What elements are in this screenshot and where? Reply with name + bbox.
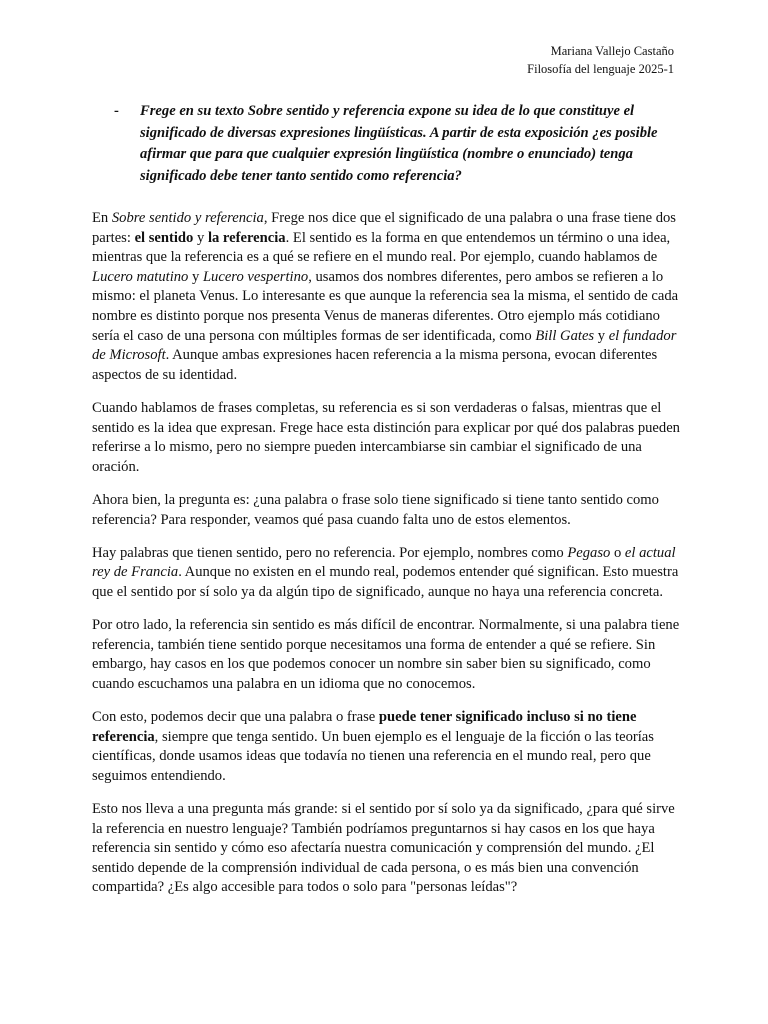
italic-text: Sobre sentido y referencia	[111, 210, 264, 226]
essay-body	[92, 209, 686, 912]
italic-text: Lucero vespertino	[202, 268, 309, 285]
paragraph-text: . El sentido es la forma en que entendemos un término o una idea, mientras que la referencia es a qué se refiere en el mundo real. Por ejemplo, cuando hablamos de	[92, 229, 671, 266]
paragraph-text: . Aunque ambas expresiones hacen referencia a la misma persona, evocan diferentes aspectos de su identidad.	[92, 347, 658, 383]
paragraph-text: Por otro lado, la referencia sin sentido es más difícil de encontrar. Normalmente, si una palabra tiene referencia, también tiene sentido porque necesitamos una forma de entender a qué se refiere. Sin embargo, hay casos en los que podemos conocer un nombre sin saber bien su significado, como cuando escuchamos una palabra en un idioma que no conocemos.	[92, 617, 680, 692]
paragraph-4	[92, 544, 686, 603]
bold-text: la referencia	[207, 229, 286, 246]
paragraph-text: y	[188, 268, 203, 285]
italic-text: el fundador de Microsoft	[92, 327, 677, 364]
bold-text: puede tener significado incluso si no tiene referencia	[92, 709, 637, 745]
paragraph-text: En	[92, 210, 112, 226]
paragraph-text: , usamos dos nombres diferentes, pero ambos se refieren a lo mismo: el planeta Venus. Lo interesante es que aunque la referencia sea la misma, el sentido de cada nombre es distinto porque nos presenta Venus de maneras diferentes. Otro ejemplo más cotidiano sería el caso de una persona con múltiples formas de ser identificada, como	[92, 268, 679, 344]
page-header	[527, 42, 674, 78]
question-block	[114, 101, 674, 187]
paragraph-text: y	[594, 327, 609, 344]
paragraph-text: o	[610, 544, 625, 561]
paragraph-2	[92, 399, 686, 477]
author-name: Mariana Vallejo Castaño	[550, 44, 674, 58]
paragraph-text: . Aunque no existen en el mundo real, podemos entender qué significan. Esto muestra que el sentido por sí solo ya da algún tipo de significado, aunque no haya una referencia concreta.	[92, 564, 679, 600]
bold-text: el sentido	[134, 229, 194, 246]
paragraph-text: , Frege nos dice que el significado de una palabra o una frase tiene dos partes:	[92, 210, 676, 246]
paragraph-3	[92, 491, 686, 530]
course-name: Filosofía del lenguaje 2025-1	[527, 62, 674, 76]
paragraph-6	[92, 708, 686, 786]
paragraph-text: Con esto, podemos decir que una palabra o frase	[92, 709, 379, 726]
italic-text: el actual rey de Francia	[92, 544, 676, 581]
paragraph-text: Ahora bien, la pregunta es: ¿una palabra o frase solo tiene significado si tiene tanto sentido como referencia? Para responder, veamos qué pasa cuando falta uno de estos elementos.	[92, 491, 659, 528]
italic-text: Pegaso	[567, 544, 611, 561]
italic-text: Bill Gates	[535, 327, 595, 344]
paragraph-text: Cuando hablamos de frases completas, su referencia es si son verdaderas o falsas, mientras que el sentido es la idea que expresan. Frege hace esta distinción para explicar por qué dos palabras pueden referirse a lo mismo, pero no siempre pueden intercambiarse sin cambiar el significado de una oración.	[92, 399, 680, 475]
italic-text: Lucero matutino	[92, 268, 189, 285]
paragraph-5	[92, 616, 686, 694]
paragraph-text: Hay palabras que tienen sentido, pero no referencia. Por ejemplo, nombres como	[92, 544, 568, 561]
paragraph-text: y	[193, 229, 208, 246]
paragraph-text: Esto nos lleva a una pregunta más grande: si el sentido por sí solo ya da significado, ¿para qué sirve la referencia en nuestro lenguaje? También podríamos preguntarnos si hay casos en los que haya referencia sin sentido y cómo eso afectaría nuestra comunicación y comprensión del mundo. ¿El sentido depende de la comprensión individual de cada persona, o es más bien una convención compartida? ¿Es algo accesible para todos o solo para "personas leídas"?	[92, 801, 675, 896]
question-bullet: -	[114, 103, 119, 119]
paragraph-text: , siempre que tenga sentido. Un buen ejemplo es el lenguaje de la ficción o las teorías científicas, donde usamos ideas que todavía no tienen una referencia en el mundo real, pero que seguimos entendiendo.	[92, 728, 654, 784]
paragraph-7	[92, 800, 686, 898]
question-text: Frege en su texto Sobre sentido y referencia expone su idea de lo que constituye el significado de diversas expresiones lingüísticas. A partir de esta exposición ¿es posible afirmar que para que cualquier expresión lingüística (nombre o enunciado) tenga significado debe tener tanto sentido como referencia?	[140, 103, 658, 184]
paragraph-1	[92, 209, 686, 385]
